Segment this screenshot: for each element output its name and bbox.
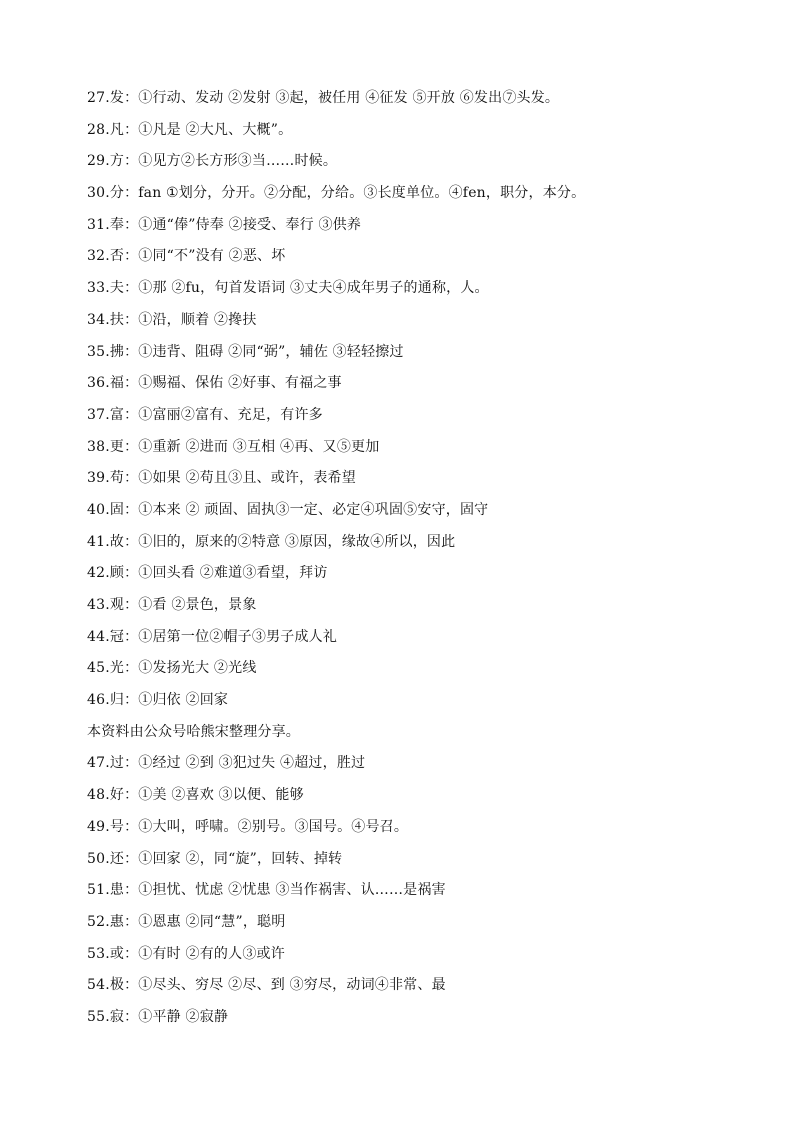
entry-line: 31.奉：①通“俸”侍奉 ②接受、奉行 ③供养 (87, 216, 362, 233)
entry-line: 38.更：①重新 ②进而 ③互相 ④再、又⑤更加 (87, 438, 380, 455)
entry-line: 41.故：①旧的，原来的②特意 ③原因，缘故④所以，因此 (87, 533, 456, 550)
entry-line: 39.苟：①如果 ②苟且③且、或许，表希望 (87, 470, 356, 487)
entry-line: 45.光：①发扬光大 ②光线 (87, 660, 257, 677)
entry-line: 30.分：fan ①划分，分开。②分配，分给。③长度单位。④fen，职分，本分。 (87, 185, 586, 202)
entry-line: 43.观：①看 ②景色，景象 (87, 597, 257, 613)
entry-line: 32.否：①同“不”没有 ②恶、坏 (87, 248, 286, 265)
entry-line: 27.发：①行动、发动 ②发射 ③起，被任用 ④征发 ⑤开放 ⑥发出⑦头发。 (87, 90, 560, 106)
entry-line: 40.固：①本来 ② 顽固、固执③一定、必定④巩固⑤安守，固守 (87, 501, 489, 518)
entry-line: 55.寂：①平静 ②寂静 (87, 1008, 229, 1025)
source-note: 本资料由公众号哈熊宋整理分享。 (87, 723, 300, 740)
entry-line: 35.拂：①违背、阻碍 ②同“弼”，辅佐 ③轻轻擦过 (87, 343, 404, 360)
document-body (87, 86, 727, 1037)
entry-line: 28.凡：①凡是 ②大凡、大概”。 (87, 121, 293, 138)
entry-line: 54.极：①尽头、穷尽 ②尽、到 ③穷尽，动词④非常、最 (87, 977, 446, 994)
entry-line: 44.冠：①居第一位②帽子③男子成人礼 (87, 628, 338, 645)
entry-line: 42.顾：①回头看 ②难道③看望，拜访 (87, 565, 328, 582)
entry-line: 48.好：①美 ②喜欢 ③以便、能够 (87, 787, 304, 804)
entry-line: 37.富：①富丽②富有、充足，有许多 (87, 406, 323, 423)
entry-line: 52.惠：①恩惠 ②同“慧”，聪明 (87, 913, 286, 930)
entry-line: 49.号：①大叫，呼啸。②别号。③国号。④号召。 (87, 818, 409, 835)
entry-line: 47.过：①经过 ②到 ③犯过失 ④超过，胜过 (87, 755, 366, 772)
entry-line: 34.扶：①沿，顺着 ②搀扶 (87, 311, 257, 328)
entry-line: 50.还：①回家 ②，同“旋”，回转、掉转 (87, 850, 343, 867)
entry-line: 46.归：①归依 ②回家 (87, 692, 229, 709)
entry-line: 29.方：①见方②长方形③当……时候。 (87, 153, 338, 170)
entry-line: 51.患：①担忧、忧虑 ②忧患 ③当作祸害、认……是祸害 (87, 882, 446, 899)
entry-line: 53.或：①有时 ②有的人③或许 (87, 945, 285, 962)
entry-line: 36.福：①赐福、保佑 ②好事、有福之事 (87, 375, 342, 392)
entry-line: 33.夫：①那 ②fu，句首发语词 ③丈夫④成年男子的通称，人。 (87, 280, 489, 297)
